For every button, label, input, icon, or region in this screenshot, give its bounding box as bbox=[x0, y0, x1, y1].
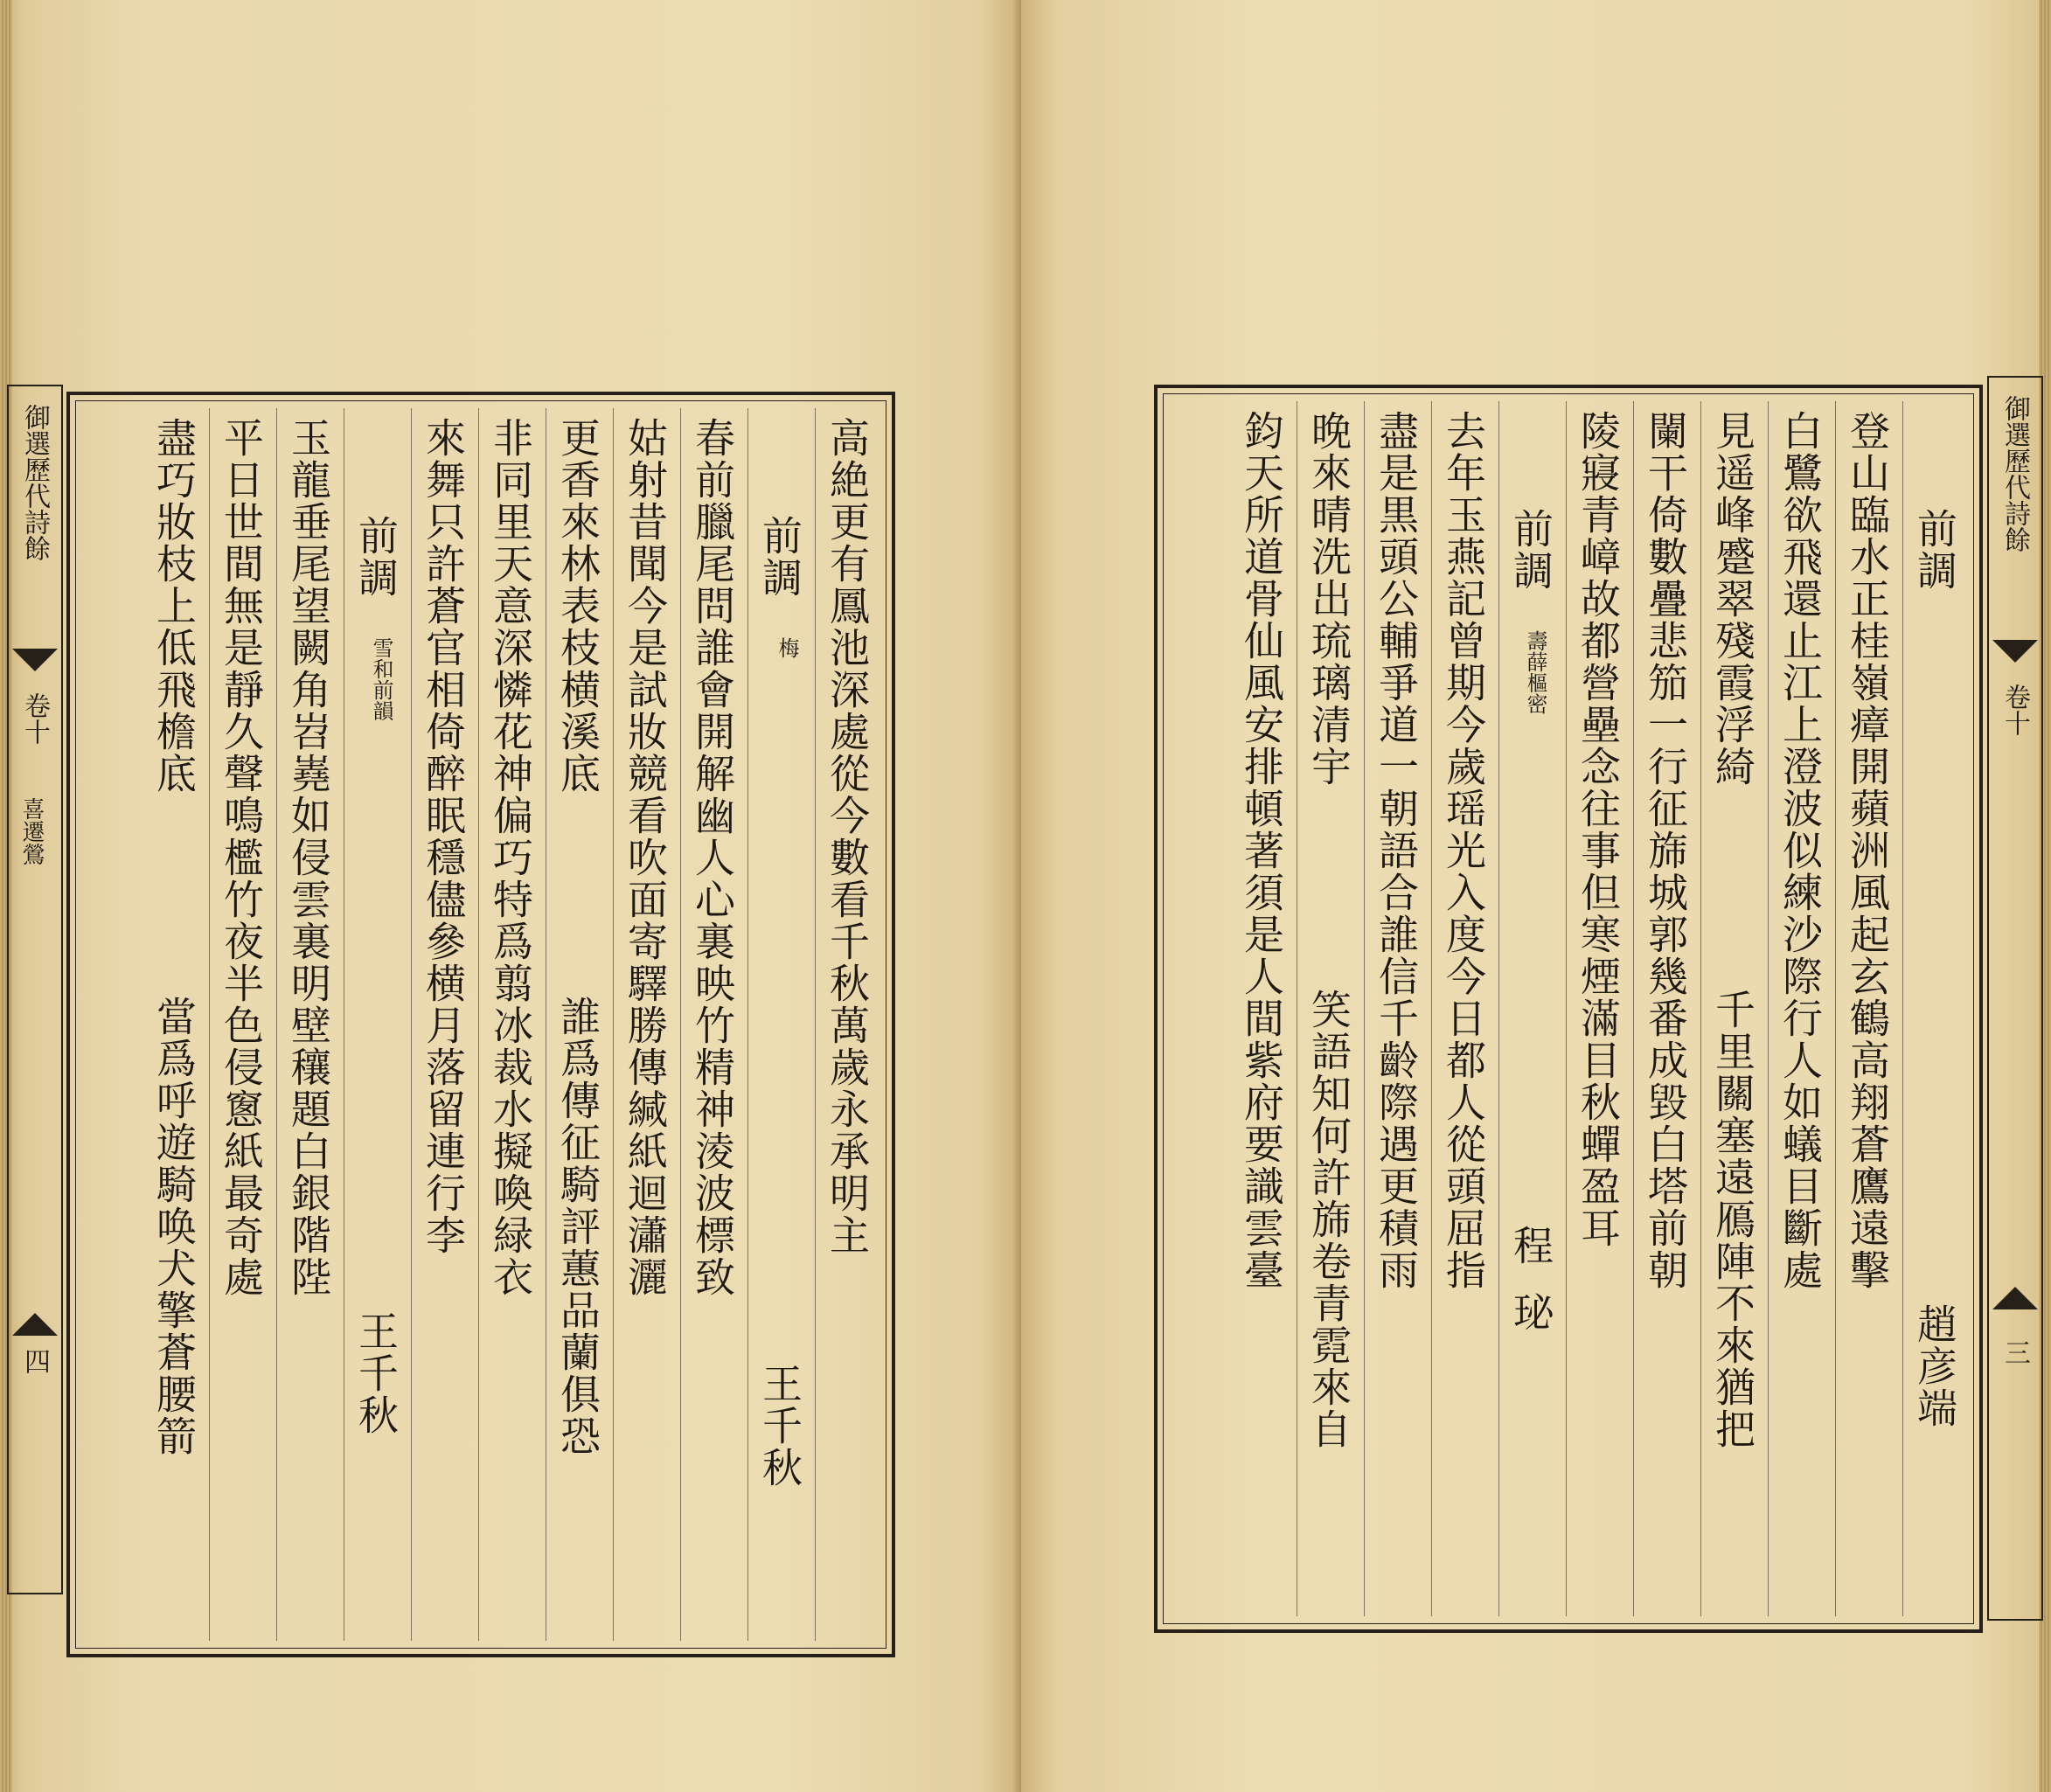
col-rule bbox=[613, 408, 614, 1641]
col-rule bbox=[209, 408, 210, 1641]
margin-page-number: 四 bbox=[19, 1348, 50, 1374]
margin-volume: 卷十 bbox=[19, 692, 50, 745]
left-inner-frame bbox=[75, 400, 886, 1649]
left-col-11b: 當爲呼遊騎唤犬擎蒼腰箭 bbox=[150, 996, 198, 1457]
col-rule bbox=[276, 408, 277, 1641]
right-text-frame bbox=[1154, 385, 1983, 1633]
left-col-10: 平日世間無是靜久聲鳴檻竹夜半色侵窻紙最奇處 bbox=[218, 417, 265, 1298]
left-col-11a: 盡巧妝枝上低飛檐底 bbox=[150, 417, 198, 795]
fish-tail-mark-lower bbox=[12, 1313, 58, 1336]
left-col-8-note: 雪和前韻 bbox=[369, 637, 393, 721]
col-rule bbox=[1835, 401, 1836, 1616]
right-page bbox=[1021, 0, 2051, 1792]
margin-title: 御選歷代詩餘 bbox=[1999, 395, 2030, 552]
col-rule bbox=[747, 408, 748, 1641]
left-col-2-title: 前調 bbox=[756, 515, 803, 599]
margin-tune: 喜遷鶯 bbox=[18, 797, 45, 865]
right-col-8: 去年玉燕記曾期今歲瑶光入度今日都人從頭屈指 bbox=[1440, 410, 1487, 1291]
col-rule bbox=[1633, 401, 1634, 1616]
left-col-5b: 誰爲傳征騎評蕙品蘭俱恐 bbox=[554, 996, 601, 1457]
right-col-7-note: 壽薛樞密 bbox=[1523, 630, 1547, 714]
right-col-10a: 晚來晴洗出琉璃清宇 bbox=[1305, 410, 1352, 788]
left-col-3: 春前臘尾問誰會開解幽人心裏映竹精神淩波標致 bbox=[689, 417, 736, 1298]
right-col-4b: 千里關塞遠鴈陣不來猶把 bbox=[1709, 989, 1756, 1450]
col-rule bbox=[1700, 401, 1701, 1616]
left-col-8-title: 前調 bbox=[352, 515, 400, 599]
col-rule bbox=[1566, 401, 1567, 1616]
right-col-9: 盡是黒頭公輔爭道一朝語合誰信千齡際遇更積雨 bbox=[1373, 410, 1420, 1291]
col-rule bbox=[1364, 401, 1365, 1616]
left-col-9: 玉龍垂尾望闕角岧嶤如侵雲裏明壁穰題白銀階陛 bbox=[285, 417, 332, 1298]
left-col-4: 姑射昔聞今是試妝競看吹面寄驛勝傳緘紙迴瀟灑 bbox=[622, 417, 669, 1298]
col-rule bbox=[478, 408, 479, 1641]
right-col-1-author: 趙彦端 bbox=[1911, 1303, 1958, 1429]
right-col-7-title: 前調 bbox=[1507, 508, 1554, 592]
right-col-2: 登山臨水正桂嶺瘴開蘋洲風起玄鶴高翔蒼鷹遠擊 bbox=[1844, 410, 1891, 1291]
right-col-5: 闌干倚數疊悲笳一行征旆城郭幾番成毀白塔前朝 bbox=[1642, 410, 1689, 1291]
left-col-5a: 更香來林表枝横溪底 bbox=[554, 417, 601, 795]
left-page bbox=[0, 0, 1021, 1792]
col-rule bbox=[680, 408, 681, 1641]
left-col-1: 高絶更有鳳池深處從今數看千秋萬歲永承明主 bbox=[824, 417, 871, 1256]
right-col-1-title: 前調 bbox=[1911, 508, 1958, 592]
right-col-7-author: 程珌 bbox=[1507, 1225, 1554, 1358]
left-text-frame bbox=[66, 392, 895, 1657]
left-col-7: 來舞只許蒼官相倚醉眠穩儘參横月落留連行李 bbox=[420, 417, 467, 1256]
left-col-6: 非同里天意深憐花神偏巧特爲翦冰裁水擬喚緑衣 bbox=[487, 417, 534, 1298]
left-col-2-author: 王千秋 bbox=[756, 1363, 803, 1489]
right-col-10b: 笑語知何許旆卷青霓來自 bbox=[1305, 989, 1352, 1450]
col-rule bbox=[815, 408, 816, 1641]
left-col-2-note: 梅 bbox=[775, 637, 799, 658]
right-inner-frame bbox=[1163, 393, 1974, 1624]
col-rule bbox=[1431, 401, 1432, 1616]
col-rule bbox=[1768, 401, 1769, 1616]
right-col-11: 鈞天所道骨仙風安排頓著須是人間紫府要識雲臺 bbox=[1238, 410, 1285, 1291]
fish-tail-mark bbox=[12, 649, 58, 671]
right-col-4a: 見遥峰蹙翠殘霞浮綺 bbox=[1709, 410, 1756, 788]
col-rule bbox=[1902, 401, 1903, 1616]
fish-tail-mark bbox=[1992, 640, 2038, 663]
left-margin-strip bbox=[7, 385, 63, 1594]
fish-tail-mark-lower bbox=[1992, 1287, 2038, 1309]
margin-title: 御選歷代詩餘 bbox=[19, 404, 50, 561]
margin-page-number: 三 bbox=[1999, 1339, 2030, 1365]
col-rule bbox=[411, 408, 412, 1641]
col-rule bbox=[1498, 401, 1499, 1616]
margin-volume: 卷十 bbox=[1999, 684, 2030, 736]
right-col-6: 陵寢青嶂故都營壘念往事但寒煙滿目秋蟬盈耳 bbox=[1575, 410, 1622, 1249]
left-col-8-author: 王千秋 bbox=[352, 1310, 400, 1436]
right-col-3: 白鷺欲飛還止江上澄波似練沙際行人如蟻目斷處 bbox=[1776, 410, 1824, 1291]
right-margin-strip bbox=[1987, 376, 2043, 1621]
